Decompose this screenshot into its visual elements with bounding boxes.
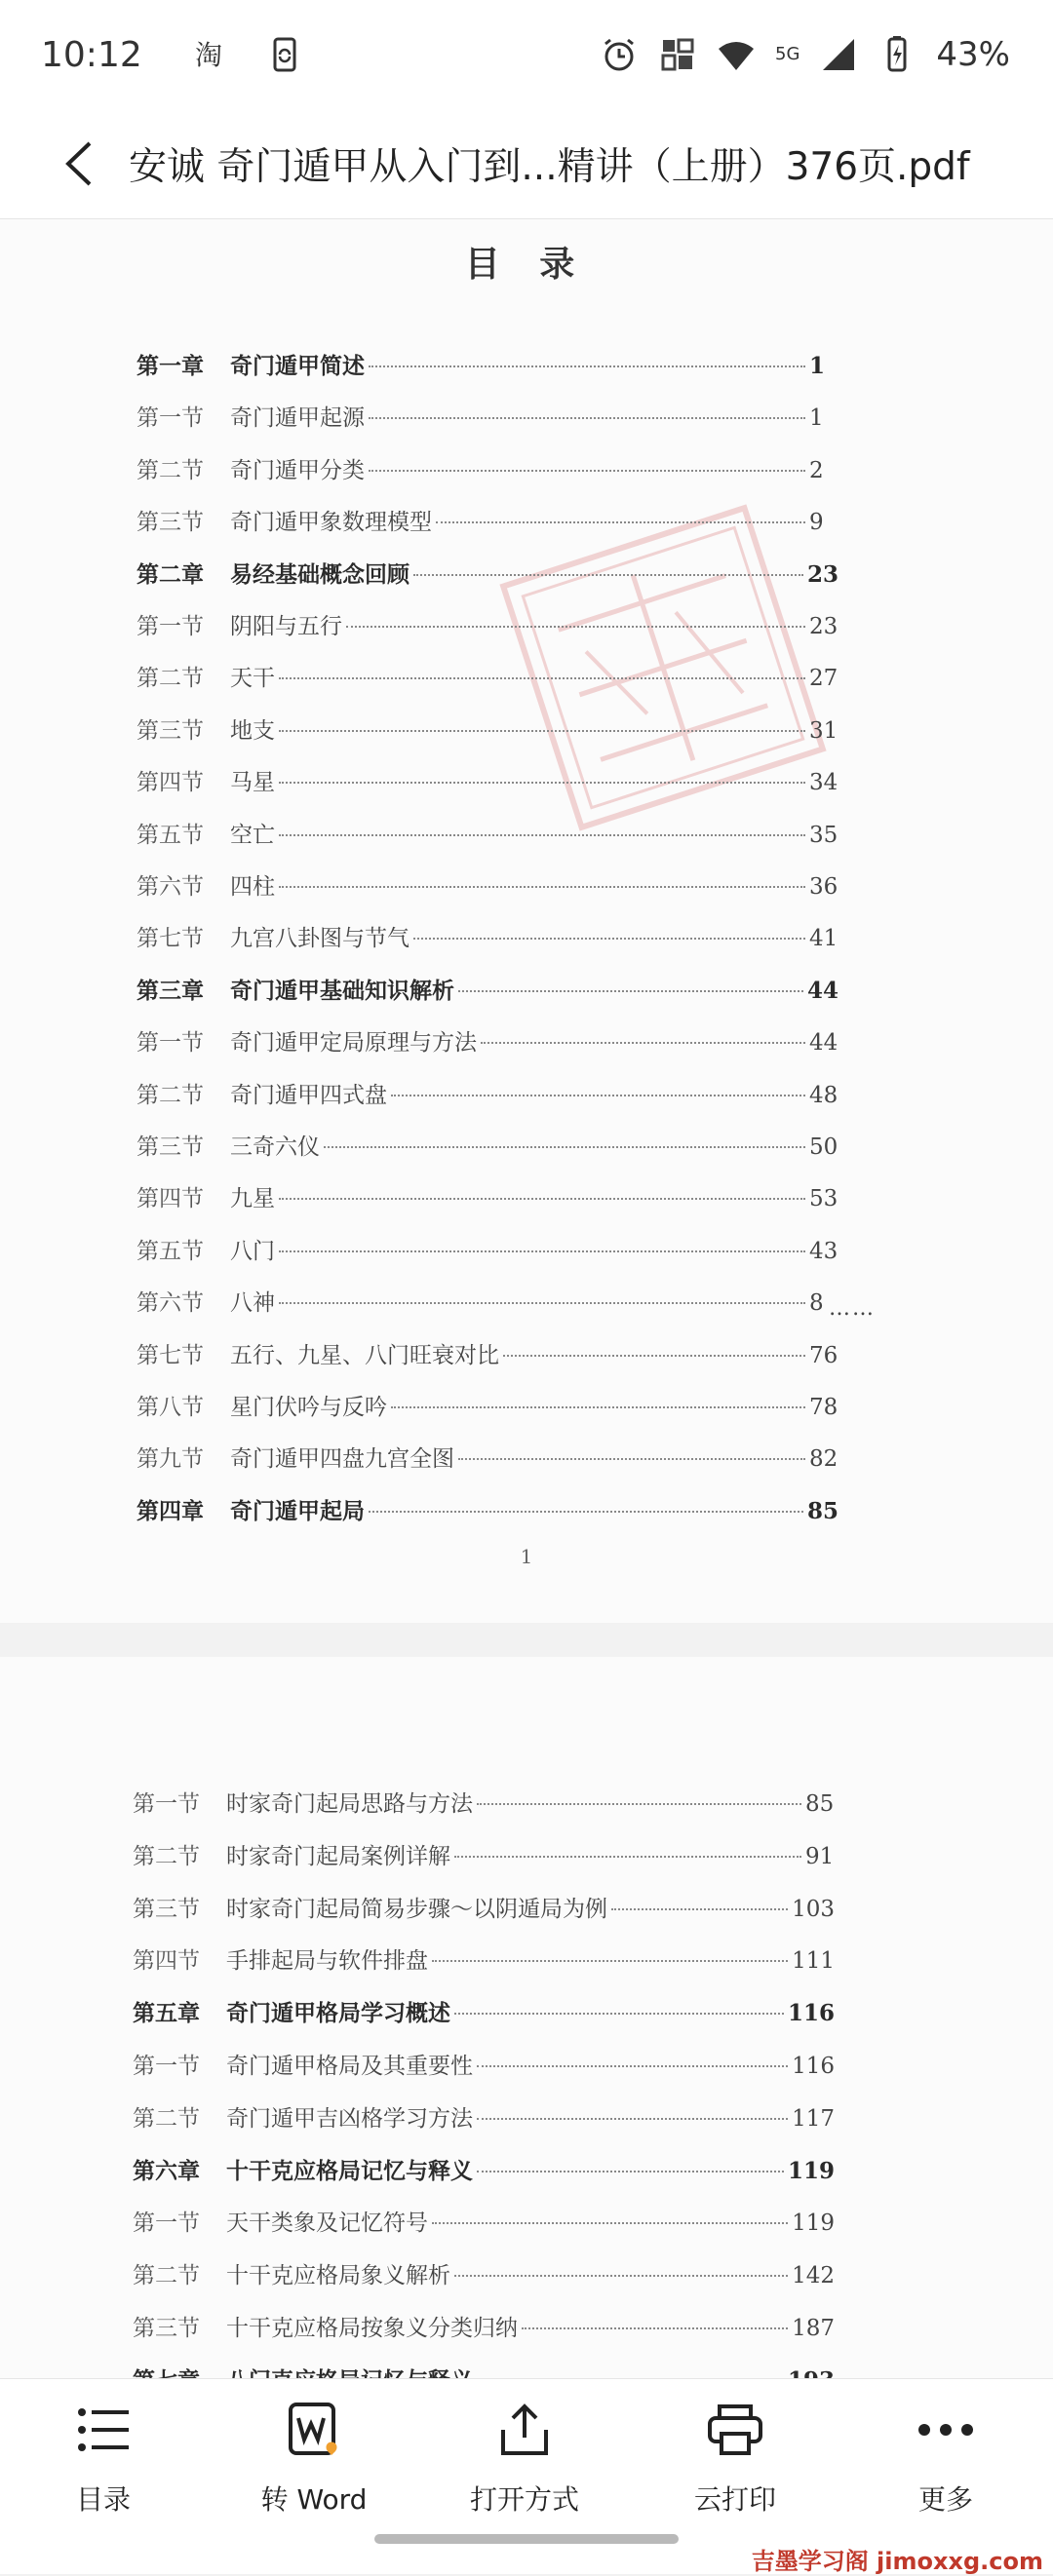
toc-section-row[interactable] [136,868,838,907]
toc-title: 马星 [230,770,275,796]
toc-number: 第一节 [136,405,204,432]
toc-leader-dots [477,2065,788,2067]
list-icon [76,2403,131,2457]
toc-page-number: 9 [809,510,824,536]
toc-number: 第三节 [136,1134,204,1160]
toc-section-row[interactable] [136,1389,838,1428]
toc-title: 奇门遁甲简述 [230,353,365,379]
toc-section-row[interactable] [136,712,838,751]
toc-leader-dots [391,1406,805,1408]
toc-leader-dots [369,470,805,472]
toc-page-number: 78 [809,1395,838,1420]
toc-chapter-row[interactable] [133,2153,835,2192]
toc-section-row[interactable] [136,608,838,647]
toc-title: 天干 [230,666,275,692]
open-with-button[interactable] [427,2399,622,2545]
wifi-icon [717,35,756,74]
toc-number: 第一节 [133,2211,200,2237]
watermark: 吉墨学习阁 jimoxxg.com [751,2548,1043,2575]
toc-leader-dots [477,2118,788,2120]
toc-leader-dots [458,990,803,992]
toc-number: 第四章 [136,1497,204,1524]
toc-number: 第四节 [136,770,204,796]
toc-number: 第五节 [136,822,204,848]
toc-title: 天干类象及记忆符号 [226,2211,428,2237]
toc-page-number: 44 [806,977,838,1004]
toc-page-number: 119 [792,2211,835,2237]
open-with-label: 打开方式 [469,2483,579,2516]
toc-title: 地支 [230,717,275,744]
toc-section-row[interactable] [136,660,838,699]
toc-title: 星门伏吟与反吟 [230,1395,387,1420]
toc-number: 第五章 [133,2000,200,2027]
toc-page-number: 50 [809,1134,838,1160]
toc-number: 第三章 [136,977,204,1004]
toc-title: 奇门遁甲格局及其重要性 [226,2054,473,2079]
toc-title: 易经基础概念回顾 [230,560,410,588]
share-open-icon [497,2401,552,2459]
toc-number: 第一节 [136,1030,204,1057]
toc-button[interactable] [6,2399,201,2545]
toc-number: 第二节 [133,2263,200,2289]
pdf-page-1[interactable] [0,219,1053,1623]
toc-section-row[interactable] [133,2100,835,2139]
status-notification-icons [191,35,304,74]
toc-section-row[interactable] [136,1129,838,1168]
toc-section-row[interactable] [133,2205,835,2244]
toc-leader-dots [279,677,805,679]
toc-leader-dots [477,2171,784,2172]
toc-page-number: 27 [809,666,838,692]
toc-title: 十干克应格局象义解析 [226,2263,450,2289]
toc-page-number: 187 [792,2316,835,2341]
toc-section-row[interactable] [133,1891,835,1930]
toc-leader-dots [279,1250,805,1252]
toc-leader-dots [454,2275,788,2277]
toc-title: 五行、九星、八门旺衰对比 [230,1342,499,1368]
toc-section-row[interactable] [133,2257,835,2296]
toc-number: 第二章 [136,560,204,588]
toc-section-row[interactable] [136,764,838,803]
toc-section-row[interactable] [133,1942,835,1981]
cloud-print-button[interactable] [638,2399,833,2545]
toc-leader-dots [436,521,805,523]
page-number: 1 [520,1545,533,1568]
toc-leader-dots [324,1146,805,1148]
toc-number: 第三节 [133,1896,200,1922]
toc-leader-dots [279,886,805,888]
toc-title: 奇门遁甲吉凶格学习方法 [226,2105,473,2132]
toc-title: 三奇六仪 [230,1134,320,1160]
toc-page-number: 111 [792,1948,835,1975]
toc-chapter-row[interactable] [133,1995,835,2034]
toc-title: 手排起局与软件排盘 [226,1948,428,1975]
toc-leader-dots [432,1960,788,1962]
toc-page-number: 1 [809,405,824,432]
toc-number: 第一章 [136,353,204,379]
toc-leader-dots [279,1198,805,1200]
toc-number: 第二节 [136,1082,204,1108]
toc-page-number: 116 [792,2054,835,2079]
toc-number: 第二节 [136,457,204,483]
document-title: 安诚 奇门遁甲从入门到...精讲（上册）376页.pdf [129,145,970,189]
toc-title: 阴阳与五行 [230,614,342,639]
toc-page-number: 53 [809,1186,838,1212]
status-bar [0,0,1053,109]
toc-leader-dots [522,2327,788,2329]
pdf-page-2[interactable] [0,1657,1053,2378]
toc-section-row[interactable] [136,1180,838,1219]
taobao-icon [191,35,230,74]
toc-page-number: 36 [809,874,838,900]
toc-number: 第六节 [136,874,204,900]
toc-section-row[interactable] [136,504,838,543]
toc-section-row[interactable] [136,452,838,491]
more-label: 更多 [917,2483,973,2516]
nfc-icon [658,35,697,74]
toc-section-row[interactable] [133,2310,835,2349]
svg-text:淘: 淘 [194,39,222,71]
back-button[interactable] [51,135,109,193]
toc-page-number: 48 [809,1082,838,1108]
toc-leader-dots [477,1803,801,1805]
toc-leader-dots [432,2222,788,2224]
toc-leader-dots [503,1355,805,1357]
stray-dots: …… [829,1296,876,1321]
toc-page-number: 43 [809,1238,838,1264]
toc-leader-dots [458,1458,805,1460]
toc-number: 第二节 [136,666,204,692]
toc-label: 目录 [75,2483,131,2516]
toc-number: 第二节 [133,2105,200,2132]
toc-leader-dots [369,1511,803,1513]
alarm-icon [600,35,639,74]
toc-number: 第一节 [133,2054,200,2079]
more-button[interactable] [848,2399,1043,2545]
toc-title: 八神 [230,1290,275,1317]
toc-title: 时家奇门起局案例详解 [226,1843,450,1869]
toc-title: 奇门遁甲四式盘 [230,1082,387,1108]
phone-sync-icon [265,35,304,74]
convert-word-icon [285,2401,343,2459]
toc-page-number: 34 [809,770,838,796]
toc-number: 第三节 [136,510,204,536]
toc-section-row[interactable] [133,1838,835,1877]
toc-chapter-row[interactable] [136,348,838,387]
toc-title: 十干克应格局按象义分类归纳 [226,2316,518,2341]
toc-leader-dots [413,574,803,576]
toc-title: 九星 [230,1186,275,1212]
toc-title: 时家奇门起局简易步骤～以阴遁局为例 [226,1896,607,1922]
signal-icon [819,35,858,74]
toc-leader-dots [454,2013,784,2015]
toc-page-number: 2 [809,457,824,483]
battery-percent: 43% [936,35,1010,74]
toc-section-row[interactable] [136,920,838,959]
toc-number: 第七节 [136,926,204,952]
toc-page-number: 117 [792,2105,835,2132]
toc-page-number: 23 [809,614,838,639]
toc-section-row[interactable] [136,1285,838,1324]
toc-page-number: 35 [809,822,838,848]
toc-title: 奇门遁甲格局学习概述 [226,2000,450,2027]
toc-title: 奇门遁甲分类 [230,457,365,483]
toc-chapter-row[interactable] [136,973,838,1012]
toc-page-number: 142 [792,2263,835,2289]
toc-number: 第三节 [136,717,204,744]
toc-chapter-row[interactable] [136,1493,838,1532]
toc-page-number: 31 [809,717,838,744]
toc-leader-dots [279,782,805,784]
toc-title: 空亡 [230,822,275,848]
toc-leader-dots [279,1302,805,1304]
toc-section-row[interactable] [136,400,838,439]
toc-number: 第六节 [136,1290,204,1317]
toc-number: 第二节 [133,1843,200,1869]
toc-title: 奇门遁甲起局 [230,1497,365,1524]
convert-word-button[interactable] [216,2399,411,2545]
toc-section-row[interactable] [136,1441,838,1480]
toc-title: 十干克应格局记忆与释义 [226,2157,473,2184]
toc-leader-dots [369,365,805,367]
toc-page-number: 85 [806,1497,838,1524]
toc-leader-dots [391,1095,805,1096]
toc-page-number: 1 [809,353,826,379]
status-system-icons [600,35,1010,74]
toc-number: 第三节 [133,2316,200,2341]
toc-leader-dots [413,938,805,940]
toc-number: 第九节 [136,1446,204,1473]
toc-section-row[interactable] [136,1233,838,1272]
toc-number: 第五节 [136,1238,204,1264]
toc-page-number: 82 [809,1446,838,1473]
battery-icon [878,35,916,74]
toc-number: 第四节 [136,1186,204,1212]
toc-section-row[interactable] [136,1077,838,1116]
chevron-left-icon [60,139,99,188]
toc-page-number: 91 [805,1843,835,1869]
toc-page-number: 116 [787,2000,835,2027]
toc-leader-dots [369,417,805,419]
toc-page-number: 85 [805,1791,835,1817]
toc-section-row[interactable] [133,2048,835,2087]
toc-leader-dots [279,730,805,732]
toc-page-number: 8 [809,1290,824,1317]
toc-page-number: 119 [787,2157,835,2184]
toc-title: 奇门遁甲象数理模型 [230,510,432,536]
toc-title: 奇门遁甲定局原理与方法 [230,1030,477,1057]
status-time: 10:12 [41,34,142,75]
app-bar [0,109,1053,219]
toc-number: 第六章 [133,2157,200,2184]
cloud-print-label: 云打印 [693,2483,776,2516]
more-icon [916,2420,975,2440]
toc-leader-dots [481,1042,805,1044]
toc-number: 第七节 [136,1342,204,1368]
toc-title: 八门 [230,1238,275,1264]
toc-title: 时家奇门起局思路与方法 [226,1791,473,1817]
toc-title: 九宫八卦图与节气 [230,926,410,952]
toc-number: 第一节 [133,1791,200,1817]
toc-leader-dots [611,1908,788,1910]
toc-title: 奇门遁甲四盘九宫全图 [230,1446,454,1473]
home-indicator[interactable] [374,2534,679,2544]
toc-leader-dots [279,834,805,836]
convert-word-label: 转 Word [260,2483,368,2516]
toc-title: 奇门遁甲起源 [230,405,365,432]
toc-leader-dots [346,626,805,628]
toc-page-number: 103 [792,1896,835,1922]
toc-page-number: 41 [809,926,838,952]
toc-number: 第四节 [133,1948,200,1975]
toc-section-row[interactable] [136,817,838,856]
toc-heading: 目 录 [464,244,589,285]
toc-section-row[interactable] [136,1024,838,1063]
toc-title: 奇门遁甲基础知识解析 [230,977,454,1004]
network-type: 5G [775,44,800,64]
printer-icon [706,2403,764,2457]
toc-page-number: 76 [809,1342,838,1368]
toc-section-row[interactable] [136,1337,838,1376]
toc-section-row[interactable] [133,1786,835,1825]
toc-title: 四柱 [230,874,275,900]
toc-leader-dots [454,1856,801,1858]
toc-page-number: 44 [809,1030,838,1057]
toc-page-number: 23 [806,560,838,588]
toc-number: 第一节 [136,614,204,639]
toc-number: 第八节 [136,1395,204,1420]
toc-chapter-row[interactable] [136,557,838,596]
